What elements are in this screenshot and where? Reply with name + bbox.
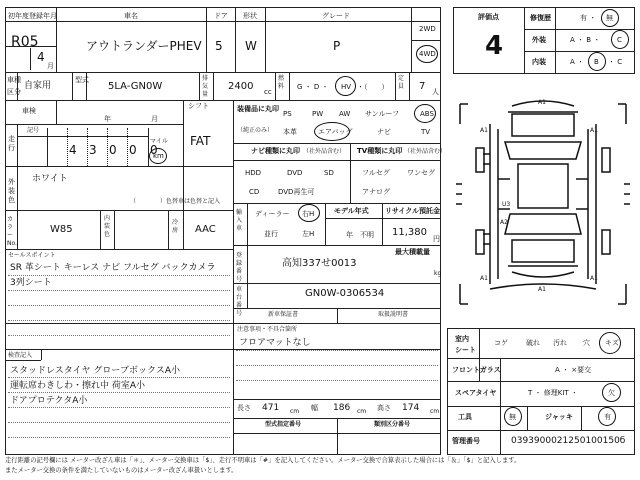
doors-label: ドア xyxy=(214,12,228,20)
footer-note-1: 走行距離の記号欄には メーター改ざん車は「＊」、メーター交換車は「$」、走行不明車は「#」を記入してください。メーター交換で合算表示した場合には「＆」「$」と記入します。 xyxy=(5,457,521,464)
tv-fullseg: フルセグ xyxy=(362,169,390,177)
car-type-label2: 区分 xyxy=(7,88,21,96)
registration-label: 登録番号 xyxy=(236,252,243,283)
import-parallel: 並行 xyxy=(264,230,278,238)
capacity-unit: 人 xyxy=(432,88,439,96)
capacity-value: 7 xyxy=(419,81,426,92)
import-right: 右H xyxy=(302,210,315,218)
interior-grade-label: 内装 xyxy=(532,58,546,66)
spare-tire-options: T ・ 修理KIT ・ xyxy=(528,389,578,397)
recycle-unit: 円 xyxy=(433,235,440,243)
color-code-value: W85 xyxy=(50,224,73,235)
mark-left-rear-a1: A1 xyxy=(480,275,488,282)
equipment-sub: （純正のみ） xyxy=(237,127,274,134)
first-reg-month: 4 xyxy=(37,50,45,64)
footer-note-2: またメーター交換の条件を満たしていないものはメーター改ざん車扱いとします。 xyxy=(5,467,238,474)
month-unit: 月 xyxy=(47,62,54,70)
tools-none-circle xyxy=(504,407,522,426)
exterior-color-note: （ ）色替車は色替と記入 xyxy=(130,198,221,205)
exterior-color-label: 外装色 xyxy=(8,178,15,204)
navi-dvd: DVD xyxy=(287,169,303,177)
repair-selected: 無 xyxy=(606,14,613,22)
drive-4wd-circle xyxy=(416,45,438,63)
interior-grade-options-a: A ・ xyxy=(570,58,585,66)
mileage-digit-2: 3 xyxy=(89,143,97,157)
car-name-label: 車名 xyxy=(124,12,138,20)
interior-grade-options-c: ・ C xyxy=(608,58,623,66)
navi-cd: CD xyxy=(249,188,260,196)
recycle-value: 11,380 xyxy=(392,227,427,238)
seat-scratch-circle xyxy=(599,332,621,354)
use-value: 自家用 xyxy=(24,81,52,91)
exterior-color-value: ホワイト xyxy=(32,174,68,184)
new-car-warranty: 新車保証書 xyxy=(268,311,299,318)
capacity-label: 定員 xyxy=(398,75,405,90)
equip-aw: AW xyxy=(339,110,351,118)
import-label: 輸入車 xyxy=(236,209,243,232)
mark-right-rear-a1: A1 xyxy=(590,275,598,282)
mileage-unit-km: km xyxy=(153,152,164,160)
registration-value: 高知337せ0013 xyxy=(282,258,357,269)
width-value: 186 xyxy=(333,403,351,413)
spare-tire-label: スペアタイヤ xyxy=(455,389,497,397)
mileage-digit-5: 0 xyxy=(150,143,158,157)
jack-value: 有 xyxy=(604,413,611,421)
mileage-digit-3: 0 xyxy=(109,143,117,157)
spare-tire-selected: 欠 xyxy=(608,389,615,397)
abs-circle xyxy=(414,104,436,123)
management-number: 0393900021250100150б xyxy=(511,436,626,446)
chassis-value: GN0W-0306534 xyxy=(305,288,385,299)
jack-yes-circle xyxy=(598,407,616,426)
equip-airbag: エアバッグ xyxy=(318,128,353,136)
grade-label: グレード xyxy=(322,12,350,20)
shift-value: FAT xyxy=(190,134,211,148)
windshield-label: フロントガラス xyxy=(452,366,501,374)
navi-label: ナビ種類に丸印 xyxy=(251,147,300,155)
interior-color-label: 内装色 xyxy=(104,215,111,238)
tv-label: TV種類に丸印 xyxy=(357,147,403,155)
ac-value: AAC xyxy=(195,224,216,235)
inspection-month: 月 xyxy=(151,115,158,123)
equip-ps: PS xyxy=(283,110,292,118)
color-code-label: カラーNo. xyxy=(7,216,17,247)
mark-front-a1: A1 xyxy=(538,99,546,106)
mark-rear-a1: A1 xyxy=(538,286,546,293)
repair-none-circle xyxy=(601,9,619,27)
repair-options: 有 ・ xyxy=(580,14,597,22)
ac-label: 冷房 xyxy=(172,219,179,234)
import-left: 左H xyxy=(302,230,315,238)
fuel-other: ・（ ） xyxy=(357,83,389,91)
right-hand-circle xyxy=(298,204,320,222)
width-label: 幅 xyxy=(311,404,318,412)
doors-value: 5 xyxy=(215,39,223,53)
class-number-label: 類別区分番号 xyxy=(374,421,411,428)
tv-oneseg: ワンセグ xyxy=(407,169,435,177)
sales-points-label: セールスポイント xyxy=(8,252,56,259)
grade-value: P xyxy=(333,39,341,53)
equip-pw: PW xyxy=(312,110,324,118)
height-label: 高さ xyxy=(377,404,391,412)
exterior-grade-label: 外装 xyxy=(532,36,546,44)
exterior-grade-options: A ・ B ・ xyxy=(570,36,601,44)
drive-4wd: 4WD xyxy=(419,50,436,58)
length-label: 長さ xyxy=(237,404,251,412)
spare-missing-circle xyxy=(602,383,621,402)
chassis-label: 車台番号 xyxy=(236,286,243,317)
sales-point-line-2: 3列シート xyxy=(10,278,52,288)
max-load-label: 最大積載量 xyxy=(395,248,430,256)
mileage-digit-1: 4 xyxy=(69,143,77,157)
equipment-label: 装備品に丸印 xyxy=(237,105,279,113)
fuel-options: G ・ D ・ xyxy=(297,83,329,91)
vehicle-damage-diagram xyxy=(450,84,636,324)
tv-analog: アナログ xyxy=(362,188,390,196)
notes-value: フロアマットなし xyxy=(239,338,311,348)
inspection-label: 車検 xyxy=(22,107,36,115)
length-unit: cm xyxy=(290,408,300,415)
import-dealer: ディーラー xyxy=(255,210,290,218)
interior-sheet-label-2: シート xyxy=(455,346,476,354)
cc-unit: cc xyxy=(264,88,272,96)
seat-tear: 破れ xyxy=(526,339,540,347)
owner-manual: 取扱説明書 xyxy=(378,311,409,318)
mark-left-door-u3: U3 xyxy=(502,201,511,208)
equip-sunroof: サンルーフ xyxy=(365,110,400,118)
fuel-label: 燃料 xyxy=(278,75,285,90)
equip-abs: ABS xyxy=(420,110,434,118)
repair-label: 修復歴 xyxy=(530,14,551,22)
tools-label: 工具 xyxy=(458,413,472,421)
fuel-selected: HV xyxy=(341,83,352,91)
navi-hdd: HDD xyxy=(245,169,262,177)
shape-value: W xyxy=(245,39,257,53)
management-label: 管理番号 xyxy=(452,437,480,445)
seat-burn: コゲ xyxy=(494,339,508,347)
model-year-value: 年 不明 xyxy=(346,231,374,239)
mileage-label: 走行 xyxy=(8,135,15,152)
mark-right-front-a1: A1 xyxy=(590,127,598,134)
seat-dirt: 汚れ xyxy=(553,339,567,347)
score-label: 評価点 xyxy=(478,13,499,21)
model-cert-label: 型式指定番号 xyxy=(265,421,302,428)
seat-scratch: キズ xyxy=(605,339,619,347)
km-circle xyxy=(149,148,167,164)
inspector-label: 検査記入 xyxy=(8,352,33,359)
inspector-line-2: 運転席わきしわ・擦れ中 荷室A小 xyxy=(10,381,146,391)
displacement-label: 排気量 xyxy=(202,75,209,98)
drive-2wd: 2WD xyxy=(419,25,436,33)
navi-dvd-play: DVD再生可 xyxy=(278,188,315,196)
mileage-unit-mile: マイル xyxy=(150,138,168,145)
interior-b-circle xyxy=(588,52,606,71)
model-value: 5LA-GN0W xyxy=(108,81,163,92)
exterior-grade-selected: C xyxy=(617,36,622,44)
score-value: 4 xyxy=(485,31,504,61)
tools-value: 無 xyxy=(509,413,516,421)
equip-tv: TV xyxy=(421,128,431,136)
height-value: 174 xyxy=(402,403,420,413)
mark-left-rear-a2: A2 xyxy=(500,219,508,226)
interior-sheet-label-1: 室内 xyxy=(455,335,469,343)
inspector-line-1: スタッドレスタイヤ グローブボックスA小 xyxy=(10,366,181,376)
width-unit: cm xyxy=(357,408,367,415)
inspection-year: 年 xyxy=(104,115,111,123)
interior-grade-selected: B xyxy=(594,58,599,66)
inspector-line-3: ドアプロテクタA小 xyxy=(10,396,88,406)
model-label: 型式 xyxy=(75,76,89,84)
mileage-digit-4: 0 xyxy=(129,143,137,157)
jack-label: ジャッキ xyxy=(545,413,573,421)
displacement-value: 2400 xyxy=(228,81,254,92)
navi-sd: SD xyxy=(324,169,334,177)
windshield-value: A ・ ×要交 xyxy=(555,366,592,374)
length-value: 471 xyxy=(262,403,280,413)
sales-point-line-1: SR 革シート キーレス ナビ フルセグ バックカメラ xyxy=(10,263,216,273)
car-name: アウトランダーPHEV xyxy=(86,39,202,53)
first-reg-label: 初年度登録年月 xyxy=(8,12,57,20)
fuel-hv-circle xyxy=(335,76,356,96)
mark-left-front-a1: A1 xyxy=(480,127,488,134)
equip-leather: 本革 xyxy=(283,128,297,136)
max-load-unit: kg xyxy=(434,270,442,277)
car-type-label: 車種 xyxy=(7,76,21,84)
tv-sub: （社外品含む） xyxy=(404,148,447,155)
exterior-c-circle xyxy=(611,30,629,49)
recycle-label: リサイクル預託金 xyxy=(385,207,441,215)
seat-hole: 穴 xyxy=(583,339,590,347)
mileage-record-label: 記号 xyxy=(27,127,40,134)
notes-label: 注意事項・不具合箇所 xyxy=(237,326,298,333)
height-unit: cm xyxy=(430,408,440,415)
airbag-circle xyxy=(314,122,353,141)
navi-sub: （社外品含む） xyxy=(303,148,346,155)
shape-label: 形状 xyxy=(243,12,257,20)
first-reg-year: R05 xyxy=(11,34,39,50)
shift-label: シフト xyxy=(188,102,209,110)
model-year-label: モデル年式 xyxy=(334,207,369,215)
equip-navi: ナビ xyxy=(377,128,391,136)
